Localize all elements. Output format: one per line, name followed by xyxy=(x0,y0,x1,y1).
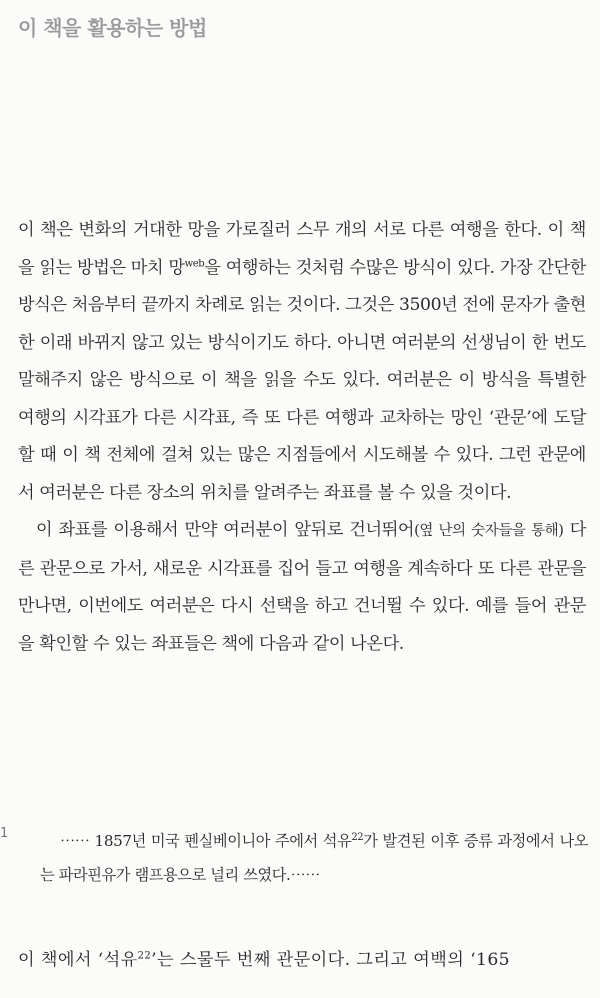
web-superscript: web xyxy=(184,257,205,269)
paragraph-2 xyxy=(18,512,586,663)
paragraph-1-text-b: 을 여행하는 것처럼 수많은 방식이 있다. 가장 간단한 방식은 처음부터 끝까지 차례로 읽는 것이다. 그것은 3500년 전에 문자가 출현한 이래 바뀌지 않고 있는 방식이기도 하다. 아니면 여러분의 선생님이 한 번도 말해주지 않은 방식으로 이 책을 읽을 수도 있다. 여러분은 이 방식을 특별한 여행의 시각표가 다른 시각표, 즉 또 다른 여행과 교차하는 망인 ‘관문’에 도달할 때 이 책 전체에 걸쳐 있는 많은 지점들에서 시도해볼 수 있다. 그런 관문에서 여러분은 다른 장소의 위치를 알려주는 좌표를 볼 수 있을 것이다. xyxy=(18,257,586,503)
paragraph-2-text-b: 다른 관문으로 가서, 새로운 시각표를 집어 들고 여행을 계속하다 또 다른 관문을 만나면, 이번에도 여러분은 다시 선택을 하고 건너뛸 수 있다. 예를 들어 관문을 확인할 수 있는 좌표들은 책에 다음과 같이 나온다. xyxy=(18,520,586,654)
example-quote-text xyxy=(40,824,588,892)
paragraph-1 xyxy=(18,212,586,512)
margin-number: 1 xyxy=(0,826,9,841)
paragraph-2-parenthetical: (옆 난의 숫자들을 통해) xyxy=(414,523,564,539)
example-quote xyxy=(40,824,588,892)
bottom-text-a: 이 책에서 ‘석유 xyxy=(18,950,138,970)
bottom-superscript: 22 xyxy=(137,950,152,962)
body-text xyxy=(18,212,586,663)
section-header: 이 책을 활용하는 방법 xyxy=(18,16,207,40)
paragraph-1-text-a: 이 책은 변화의 거대한 망을 가로질러 스무 개의 서로 다른 여행을 한다. 이 책을 읽는 방법은 마치 망 xyxy=(18,220,586,278)
example-superscript: 22 xyxy=(351,831,364,843)
bottom-text-b: ’는 스물두 번째 관문이다. 그리고 여백의 ‘165 xyxy=(151,950,510,970)
bottom-paragraph xyxy=(18,942,588,979)
paragraph-2-text-a: 이 좌표를 이용해서 만약 여러분이 앞뒤로 건너뛰어 xyxy=(36,520,415,540)
example-text-a: ⋯⋯ 1857년 미국 펜실베이니아 주에서 석유 xyxy=(60,832,352,850)
example-text-b: 가 발견된 이후 증류 과정에서 나오는 파라핀유가 램프용으로 널리 쓰였다.⋯⋯ xyxy=(40,832,588,884)
